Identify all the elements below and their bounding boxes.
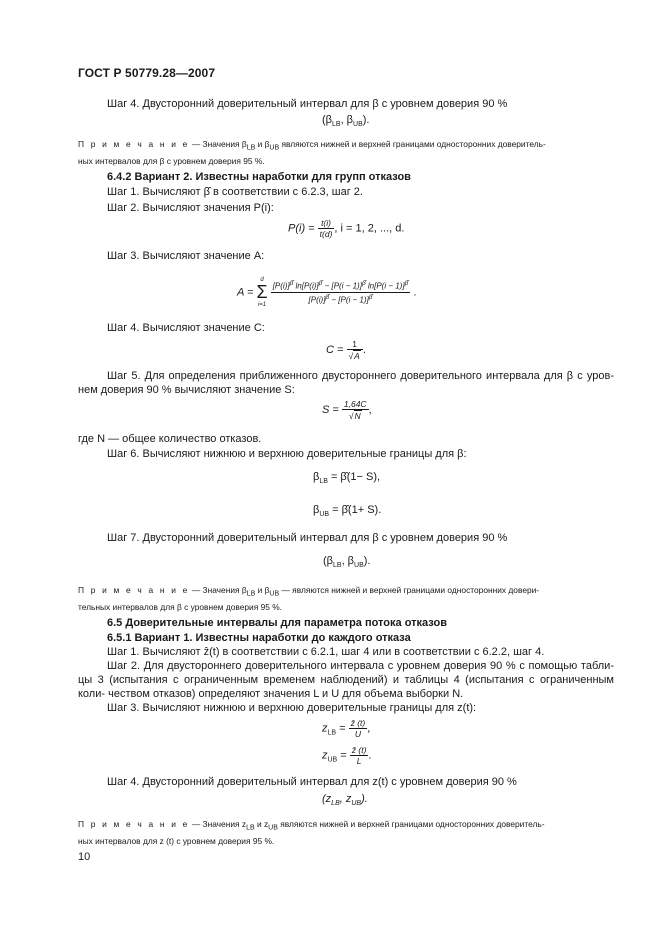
sub-lb: LB (327, 729, 337, 737)
note-text: являются нижней и верхней границами односторонних доверитель- (279, 139, 546, 149)
beta: β (313, 471, 320, 483)
numerator: ẑ (t) (350, 718, 366, 728)
close-paren: ). (362, 114, 370, 126)
sub-ub: UB (354, 562, 364, 570)
v1-step-3-text: Шаг 3. Вычисляют нижнюю и верхнюю доверительные границы для z(t): (107, 702, 477, 714)
section-heading-642: 6.4.2 Вариант 2. Известны наработки для групп отказов (107, 171, 411, 183)
comma: , (367, 722, 371, 735)
period: . (413, 286, 417, 299)
step-1-text: Шаг 1. Вычисляют β̂ в соответствии с 6.2.3, шаг 2. (107, 186, 363, 198)
z: z (322, 722, 328, 735)
step-3-text: Шаг 3. Вычисляют значение A: (107, 250, 265, 262)
denominator: L (356, 756, 362, 766)
interval-formula-z: ($z_{LB}$, $z_{UB}$). (322, 793, 368, 808)
step-4-text: Шаг 4. Двусторонний доверительный интервал для β с уровнем доверия 90 % (107, 98, 508, 110)
section-heading-65: 6.5 Доверительные интервалы для параметра потока отказов (107, 617, 447, 629)
z: z (345, 793, 352, 805)
sub-ub: UB (319, 511, 330, 519)
formula-lhs: S = (322, 403, 339, 416)
note-text: ных интервалов для β с уровнем доверия 95 %. (78, 156, 265, 167)
open-paren: (β (322, 114, 332, 126)
interval-formula-2: ($\beta_{LB}$, $\beta_{UB}$). (323, 555, 371, 570)
note-text: и β (255, 585, 270, 595)
formula-z-lb: $z_{LB}$ = $\frac{\text{ẑ (t)}}{U}$ , (322, 718, 371, 739)
formula-lhs: C = (326, 343, 344, 356)
close-paren: ). (363, 555, 371, 567)
sub-lb: LB (331, 800, 340, 808)
fraction: $\frac{1,64C}{√N}$ (343, 399, 367, 421)
step-4c-text: Шаг 4. Вычисляют значение C: (107, 322, 265, 334)
note-text: являются нижней и верхней границами односторонних доверитель- (277, 819, 545, 829)
document-header: ГОСТ Р 50779.28—2007 (78, 66, 216, 80)
note-text: — Значения z (189, 819, 247, 829)
formula-P (288, 218, 404, 239)
z: z (325, 793, 332, 805)
denominator: U (354, 729, 361, 739)
numerator: 1,64C (343, 399, 367, 409)
step-5-line-2: нем доверия 90 % вычисляют значение S: (78, 384, 295, 396)
open-paren: (β (323, 555, 333, 567)
beta: β (313, 504, 320, 516)
step-7-text: Шаг 7. Двусторонний доверительный интервал для β с уровнем доверия 90 % (107, 532, 508, 544)
period: . (368, 749, 372, 762)
comma: , (340, 114, 344, 126)
denominator: t(d) (319, 229, 333, 239)
fraction (350, 745, 372, 766)
sub-lb: LB (319, 478, 328, 486)
note-3 (78, 818, 614, 848)
note-text: — Значения β (189, 585, 247, 595)
sub-lb: LB (332, 121, 341, 129)
sub-lb: LB (246, 590, 256, 598)
comma: , (339, 793, 343, 805)
formula-beta-ub (313, 504, 381, 518)
note-label: П р и м е ч а н и е (78, 819, 190, 829)
comma: , (368, 403, 372, 416)
formula-S (322, 399, 372, 421)
formula-lhs: A = (237, 286, 254, 299)
where-N-text: где N — общее количество отказов. (78, 433, 262, 445)
numerator: t(i) (318, 218, 335, 229)
fraction (349, 718, 371, 739)
formula-C (326, 339, 366, 361)
note-text: и z (254, 819, 269, 829)
note-text: и β (255, 139, 270, 149)
v1-step-1-text: Шаг 1. Вычисляют ẑ(t) в соответствии с 6.2.1, шаг 4 или в соответствии с 6.2.2, шаг 4. (107, 646, 545, 658)
numerator: $[P(i)]^{\betâ}$ $\ln[P(i)]^{\betâ} - [P(i - 1)]^{\betâ}$ $\ln[P(i - 1)]^{\betâ}$ (272, 280, 409, 291)
formula-A (237, 276, 416, 309)
period: . (362, 343, 366, 356)
page-number: 10 (78, 851, 91, 863)
sum-bottom: i=1 (257, 302, 267, 308)
sub-ub: UB (268, 824, 278, 832)
z: z (322, 749, 328, 762)
note-text: — Значения β (189, 139, 247, 149)
interval-formula-1: ($\beta_{LB}$, $\beta_{UB}$). (322, 114, 370, 129)
sub-lb: LB (333, 562, 342, 570)
sub-ub: UB (269, 590, 280, 598)
formula-range: , i = 1, 2, ..., d. (334, 222, 405, 235)
fraction-A (271, 279, 411, 305)
sub-ub: UB (351, 800, 362, 808)
sum-symbol: d Σ i=1 (256, 277, 268, 308)
fraction (318, 218, 335, 239)
formula-rhs: = β̂(1+ S). (332, 504, 382, 516)
numerator: 1 (347, 339, 363, 350)
note-label: П р и м е ч а н и е (78, 139, 190, 149)
step-5-text (78, 369, 614, 397)
note-text: — являются нижней и верхней границами односторонних довери- (279, 585, 540, 595)
note-1 (78, 138, 614, 168)
formula-rhs: = β̂(1− S), (330, 471, 381, 483)
formula-lhs: P(i) = (288, 222, 315, 235)
sub-ub: UB (327, 756, 338, 764)
denominator: $[P(i)]^{\betâ} - [P(i - 1)]^{\betâ}$ (308, 294, 373, 305)
close-paren: ). (361, 793, 368, 805)
note-text: тельных интервалов для β с уровнем доверия 95 %. (78, 602, 283, 613)
sub-lb: LB (246, 144, 256, 152)
step-6-text: Шаг 6. Вычисляют нижнюю и верхнюю доверительные границы для β: (107, 448, 467, 460)
note-label: П р и м е ч а н и е (78, 585, 190, 595)
fraction: $\frac{1}{√A}$ (347, 339, 363, 361)
step-2-text: Шаг 2. Вычисляют значения P(i): (107, 202, 274, 214)
denominator: N (354, 411, 361, 421)
v1-step-4-text: Шаг 4. Двусторонний доверительный интервал для z(t) с уровнем доверия 90 % (107, 776, 517, 788)
step-5-line-1: Шаг 5. Для определения приближенного двустороннего доверительного интервала для β с уров- (107, 370, 614, 382)
formula-beta-lb (313, 471, 380, 485)
sum-top: d (260, 277, 264, 283)
sub-ub: UB (353, 121, 363, 129)
sub-ub: UB (269, 144, 280, 152)
section-heading-651: 6.5.1 Вариант 1. Известны наработки до каждого отказа (107, 632, 411, 644)
note-2 (78, 584, 614, 614)
sub-lb: LB (246, 824, 255, 832)
note-text: ных интервалов для z (t) с уровнем доверия 95 %. (78, 836, 275, 847)
formula-z-ub: $z_{UB}$ = $\frac{\text{ẑ (t)}}{L}$ . (322, 745, 372, 766)
numerator: ẑ (t) (351, 745, 367, 755)
comma: , (341, 555, 345, 567)
denominator: A (354, 351, 360, 361)
v1-step-2-text: Шаг 2. Для двустороннего доверительного интервала с уровнем доверия 90 % с помощью табли- цы 3 (испытания с ограниченным временем наблюдений) и таблицы 4 (испытания с ограниченным коли- чеством отказов) определяют значения L и U для объема выборки N. (78, 660, 614, 700)
